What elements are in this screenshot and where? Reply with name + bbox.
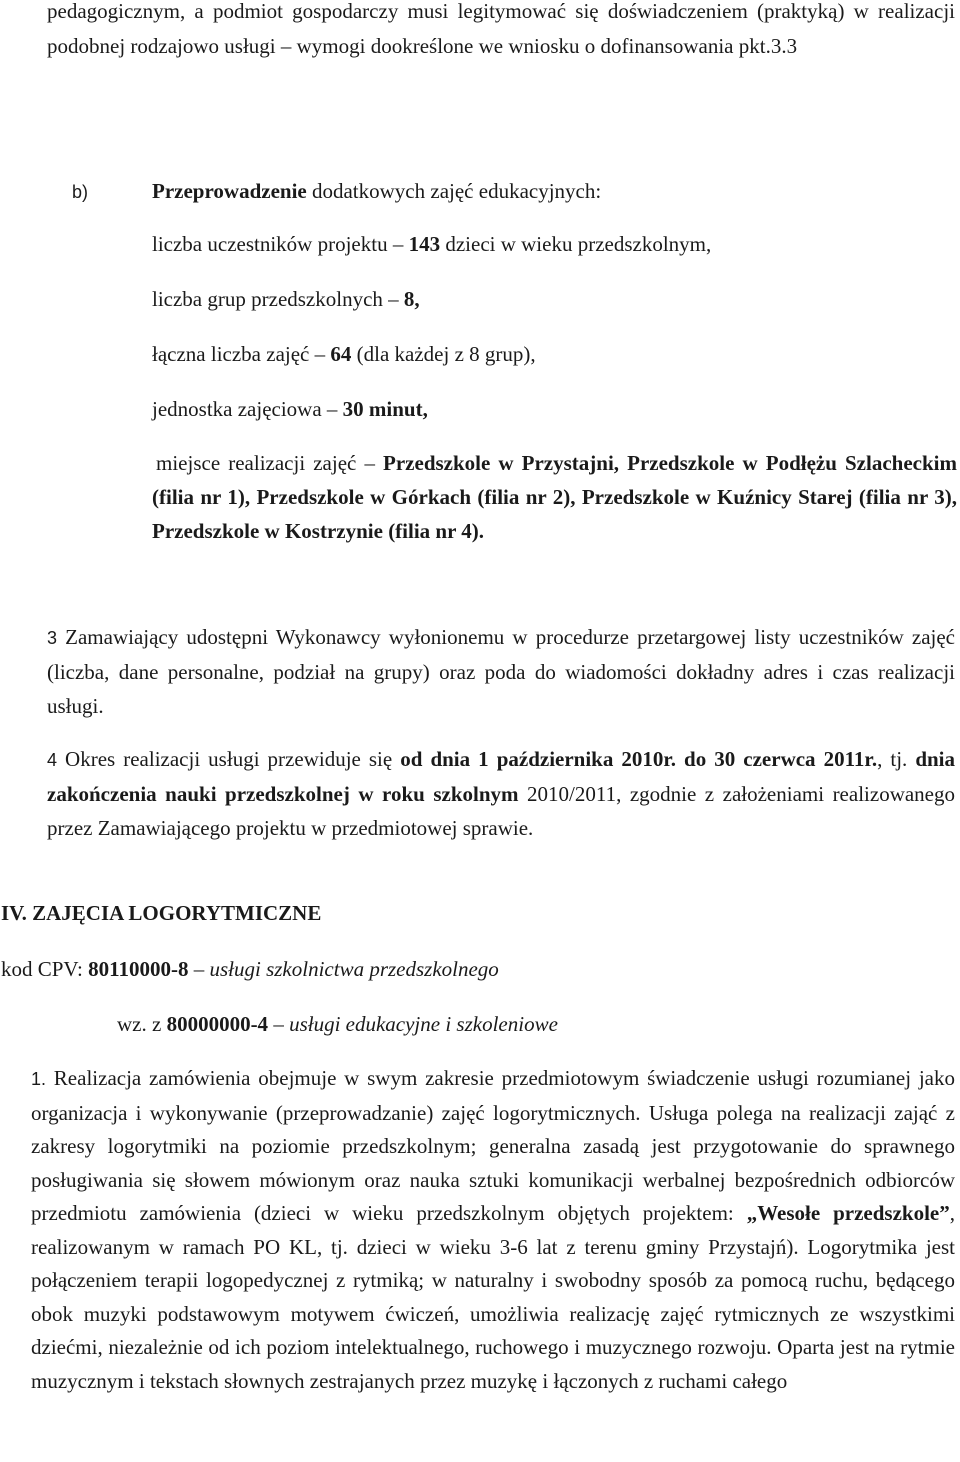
participants-line (152, 231, 711, 257)
cpv-code: 80110000-8 (88, 957, 189, 981)
classes-desc: (dla każdej z 8 grup), (351, 342, 536, 366)
paragraph-4 (47, 742, 955, 845)
cpv-desc: usługi szkolnictwa przedszkolnego (209, 957, 499, 981)
section-heading-text: IV. ZAJĘCIA LOGORYTMICZNE (1, 901, 322, 925)
item-b-marker: b) (72, 182, 89, 202)
wz-code: 80000000-4 (166, 1012, 269, 1036)
paragraph-3-number: 3 (47, 628, 58, 648)
location-label: miejsce realizacji zajęć – (156, 451, 384, 475)
top-paragraph (47, 0, 955, 64)
paragraph-1 (31, 1062, 955, 1398)
wz-line (117, 1011, 558, 1037)
location-block (152, 446, 957, 548)
paragraph-4-dates: od dnia 1 października 2010r. do 30 czerwca 2011r. (400, 747, 878, 771)
paragraph-1-number: 1. (31, 1069, 47, 1089)
cpv-dash: – (188, 957, 210, 981)
paragraph-1-project-name: „Wesołe przedszkole” (746, 1201, 950, 1225)
item-b-title-rest: dodatkowych zajęć edukacyjnych: (306, 179, 602, 203)
paragraph-1-text-c: , realizowanym w ramach PO KL, tj. dzieci w wieku 3-6 lat z terenu gminy Przystajń). Logorytmika jest połączeniem terapii logopedycznej z rytmiką; w naturalny i swobodny sposób za pomocą ruchu, będącego obok muzyki podstawowym motywem ćwiczeń, umożliwia realizację zajęć rytmicznych ze wszystkimi dziećmi, niezależnie od ich poziom intelektualnego, ruchowego i muzycznego rozwoju. Oparta jest na rytmie muzycznym i tekstach słownych zestrajanych przez muzykę i łączonych z ruchami całego (31, 1201, 956, 1393)
wz-label: wz. z (117, 1012, 167, 1036)
paragraph-4-text-e: 2010/2011, zgodnie z założeniami realizowanego przez Zamawiającego projektu w przedmiotowej sprawie. (47, 782, 955, 840)
paragraph-3-text: Zamawiający udostępni Wykonawcy wyłonionemu w procedurze przetargowej listy uczestników zajęć (liczba, dane personalne, podział na grupy) oraz poda do wiadomości dokładny adres i czas realizacji usługi. (47, 625, 955, 718)
participants-label: liczba uczestników projektu – (152, 232, 409, 256)
participants-desc: dzieci w wieku przedszkolnym, (440, 232, 712, 256)
paragraph-4-number: 4 (47, 750, 58, 770)
paragraph-4-text-a: Okres realizacji usługi przewiduje się (57, 747, 401, 771)
unit-line (152, 396, 428, 422)
item-b-title (152, 178, 601, 204)
top-paragraph-text: pedagogicznym, a podmiot gospodarczy musi legitymować się doświadczeniem (praktyką) w realizacji podobnej rodzajowo usługi – wymogi dookreślone we wniosku o dofinansowania pkt.3.3 (47, 0, 955, 58)
location-value: Przedszkole w Przystajni, Przedszkole w Podłężu Szlacheckim (filia nr 1), Przedszkole w Górkach (filia nr 2), Przedszkole w Kuźnicy Starej (filia nr 3), Przedszkole w Kostrzynie (filia nr 4). (152, 451, 957, 543)
groups-label: liczba grup przedszkolnych – (152, 287, 404, 311)
section-heading (1, 900, 321, 926)
paragraph-4-text-c: , tj. (877, 747, 916, 771)
paragraph-4-end: dnia zakończenia nauki przedszkolnej w roku szkolnym (47, 747, 956, 806)
wz-dash: – (268, 1012, 290, 1036)
wz-desc: usługi edukacyjne i szkoleniowe (289, 1012, 558, 1036)
unit-label: jednostka zajęciowa – (152, 397, 343, 421)
classes-label: łączna liczba zajęć – (152, 342, 331, 366)
cpv-label: kod CPV: (1, 957, 89, 981)
paragraph-3 (47, 620, 955, 723)
participants-count: 143 (408, 232, 441, 256)
cpv-line (1, 956, 499, 982)
item-b-title-bold: Przeprowadzenie (152, 179, 307, 203)
paragraph-1-text-a: Realizacja zamówienia obejmuje w swym zakresie przedmiotowym świadczenie usługi rozumianej jako organizacja i wykonywanie (przeprowadzanie) zajęć logorytmicznych. Usługa polega na realizacji zająć z zakresy logorytmiki na poziomie przedszkolnym; generalna zasadą jest przygotowanie do sprawnego posługiwania się słowem mówionym oraz nauka sztuki komunikacji werbalnej bezpośrednich odbiorców przedmiotu zamówienia (dzieci w wieku przedszkolnym objętych projektem: (31, 1066, 955, 1225)
item-b-heading (72, 178, 88, 205)
classes-count: 64 (330, 342, 352, 366)
groups-line (152, 286, 420, 312)
classes-line (152, 341, 536, 367)
groups-count: 8, (403, 287, 420, 311)
unit-value: 30 minut, (342, 397, 428, 421)
